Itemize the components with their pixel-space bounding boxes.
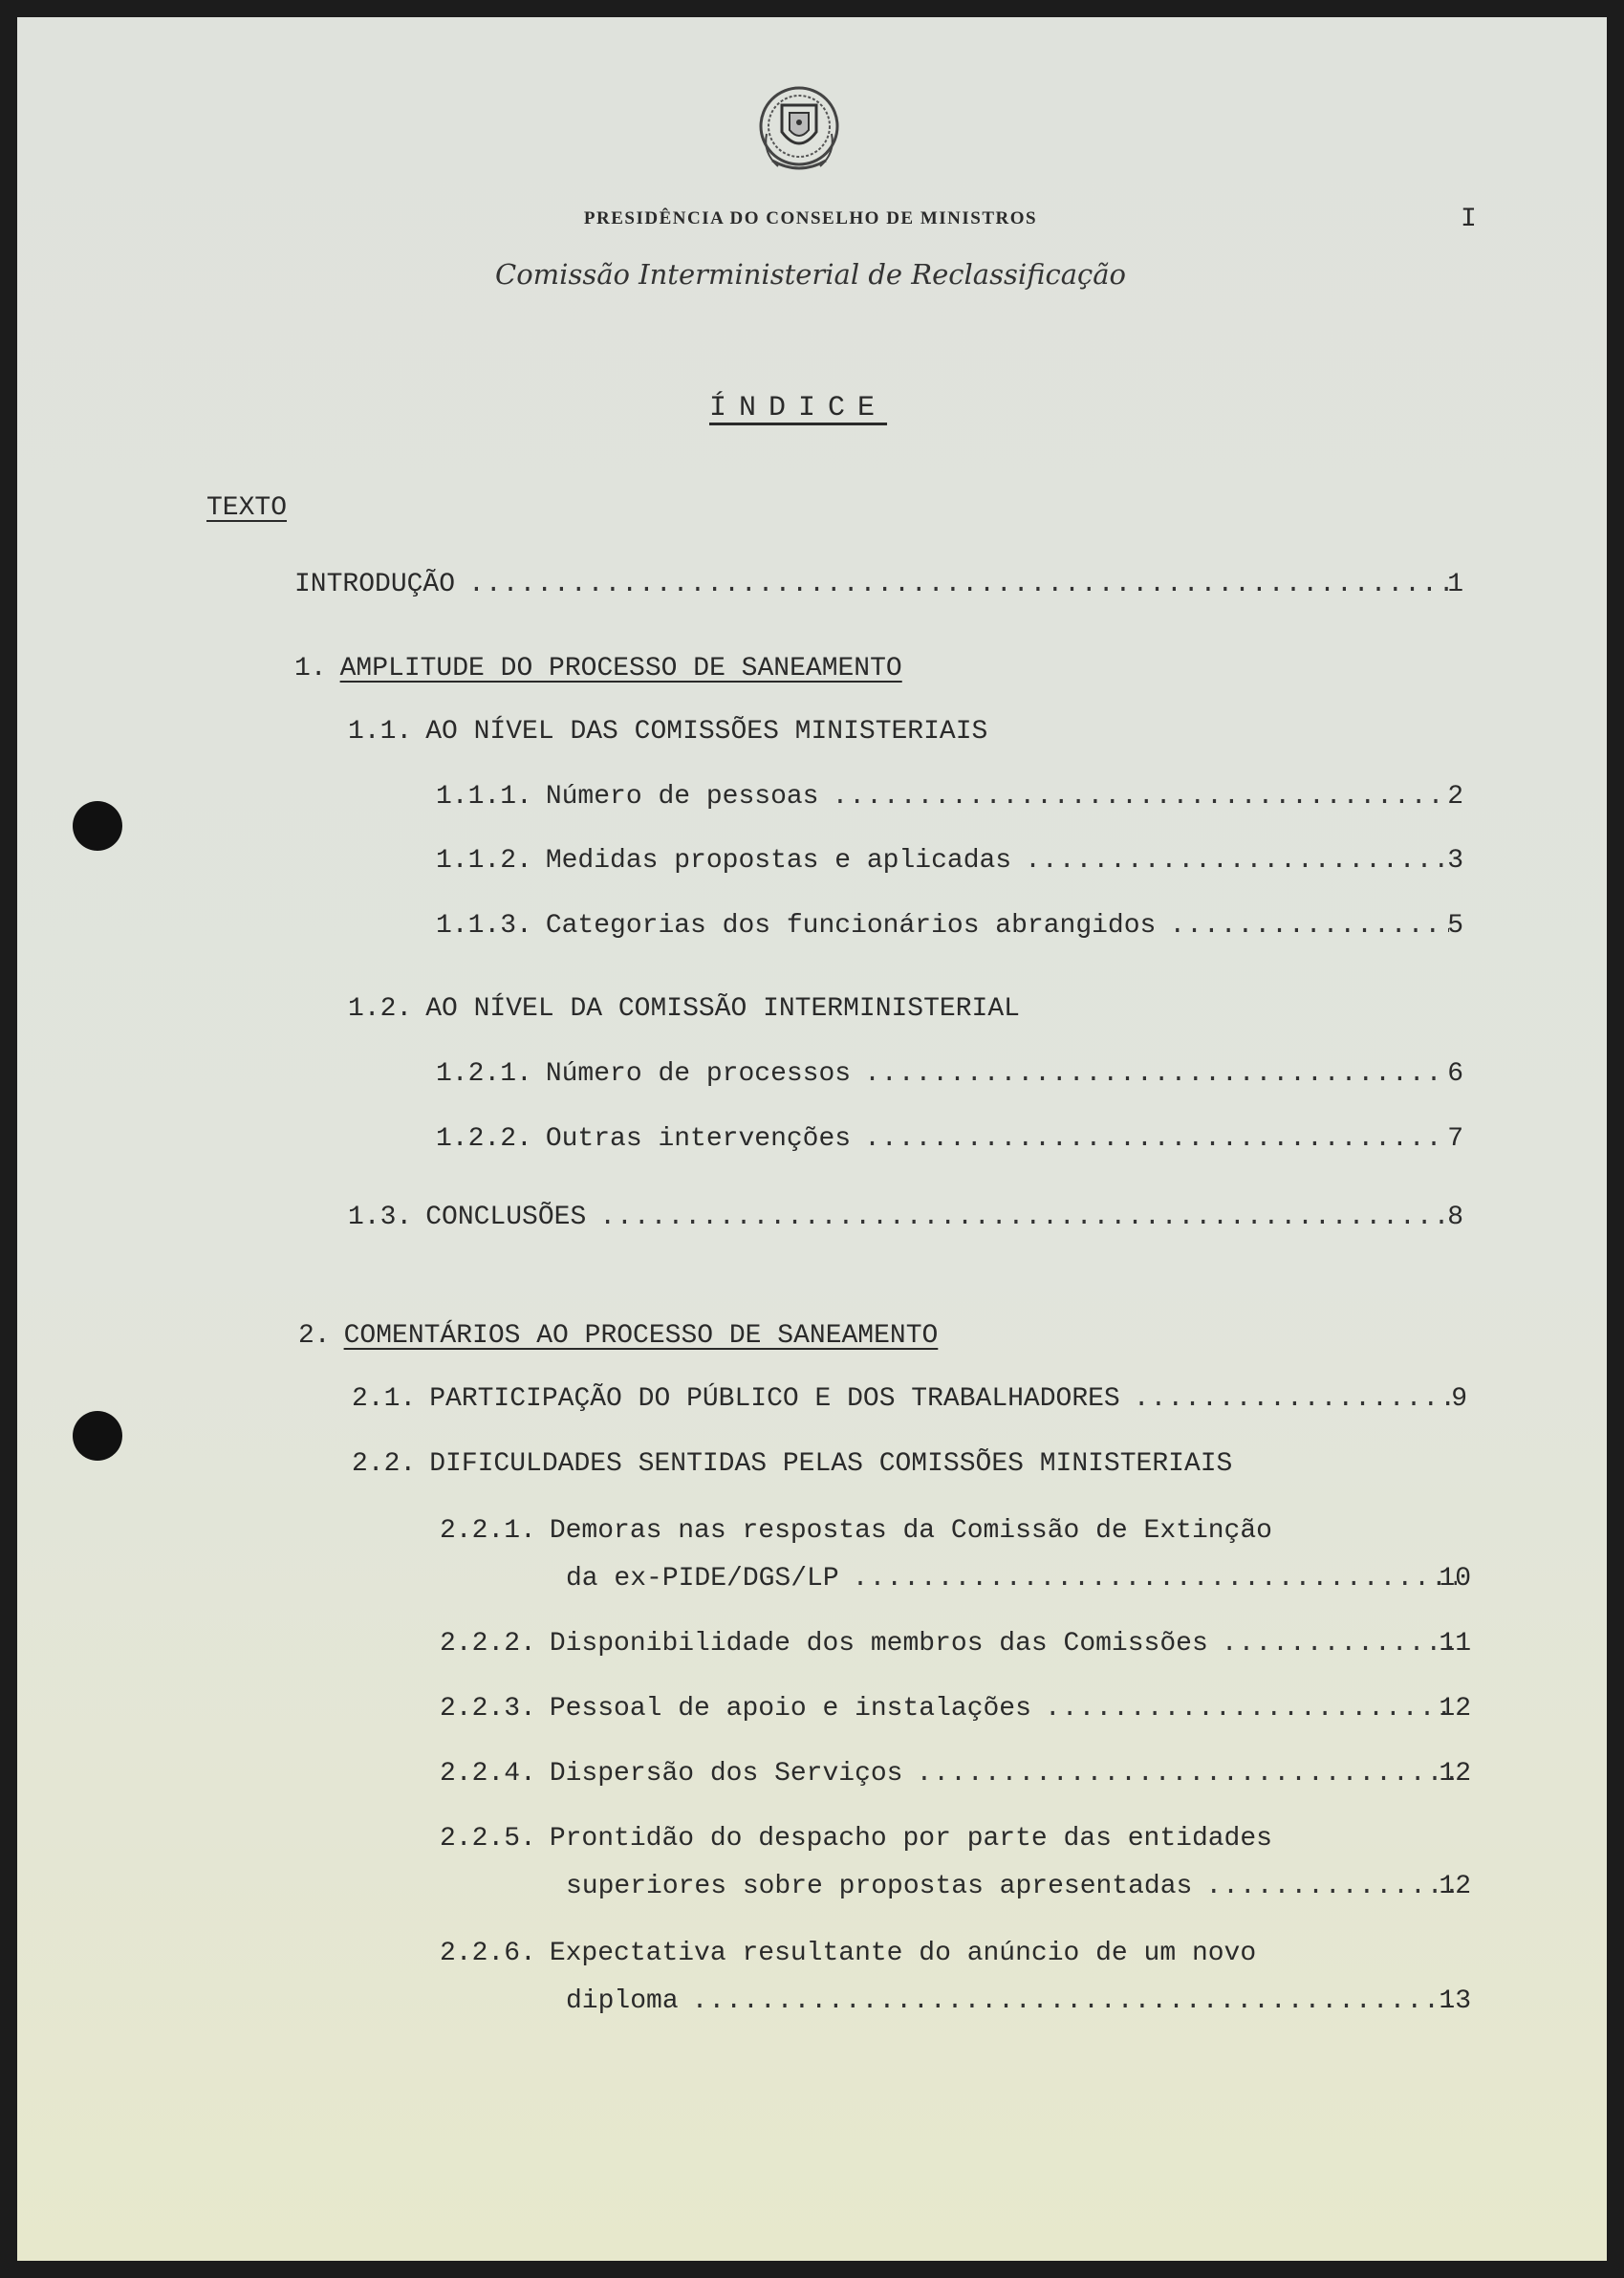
toc-entry-label: Prontidão do despacho por parte das entidades [549,1824,1272,1854]
toc-entry-number: 2.1. [352,1384,417,1414]
toc-entry [436,1059,1462,1089]
toc-entry-label: Demoras nas respostas da Comissão de Extinção [549,1516,1272,1546]
toc-entry-label-continuation: da ex-PIDE/DGS/LP [566,1564,839,1594]
institution-name: PRESIDÊNCIA DO CONSELHO DE MINISTROS [583,208,1038,228]
toc-entry-number: 2.2. [352,1449,417,1479]
toc-entry-label: CONCLUSÕES [425,1203,587,1232]
toc-entry-continuation [566,1986,1470,2016]
punch-hole [73,1411,122,1461]
toc-entry-label: DIFICULDADES SENTIDAS PELAS COMISSÕES MINISTERIAIS [429,1449,1233,1479]
toc-entry-page: 12 [1439,1694,1471,1724]
toc-entry-number: 1.2. [348,994,413,1024]
coat-of-arms-seal [753,76,845,182]
toc-heading [352,1449,1232,1479]
toc-entry-label: Disponibilidade dos membros das Comissões [549,1629,1208,1659]
toc-heading [348,994,1020,1024]
toc-entry-label: AO NÍVEL DAS COMISSÕES MINISTERIAIS [425,717,988,747]
toc-leader-dots [1134,1384,1453,1414]
toc-entry-number: 1.3. [348,1203,413,1232]
toc-entry-number: 1.2.2. [436,1124,532,1154]
toc-entry-label: Expectativa resultante do anúncio de um novo [549,1939,1257,1968]
toc-entry-page: 10 [1439,1564,1471,1594]
toc-entry-continuation [566,1872,1470,1901]
toc-entry [348,1203,1462,1232]
toc-entry-label: INTRODUÇÃO [294,570,456,599]
page-number: I [1461,205,1477,234]
toc-entry-page: 1 [1447,570,1463,599]
toc-leader-dots [1205,1872,1457,1901]
toc-entry [440,1694,1470,1724]
toc-entry-page: 6 [1447,1059,1463,1089]
toc-entry-page: 11 [1439,1629,1471,1659]
toc-leader-dots [917,1759,1458,1789]
toc-leader-dots [1222,1629,1457,1659]
toc-entry-number: 2.2.6. [440,1939,536,1968]
section-label: TEXTO [206,493,288,523]
toc-entry-page: 12 [1439,1759,1471,1789]
toc-entry [352,1384,1466,1414]
toc-entry-number: 2.2.5. [440,1824,536,1854]
toc-leader-dots [1169,911,1449,941]
toc-leader-dots [1045,1694,1457,1724]
toc-leader-dots [832,782,1449,812]
toc-heading [294,654,902,683]
toc-entry-label: AO NÍVEL DA COMISSÃO INTERMINISTERIAL [425,994,1020,1024]
toc-entry-label: Número de processos [545,1059,852,1089]
toc-entry-label: Categorias dos funcionários abrangidos [545,911,1157,941]
toc-entry [436,846,1462,876]
toc-entry-number: 1.1.2. [436,846,532,876]
toc-entry-number: 1.1. [348,717,413,747]
toc-entry-number: 2. [298,1321,331,1351]
toc-entry-number: 1.1.1. [436,782,532,812]
document-page [17,17,1607,2261]
toc-entry-number: 1.1.3. [436,911,532,941]
toc-entry [440,1824,1272,1854]
toc-entry-number: 2.2.2. [440,1629,536,1659]
toc-entry-page: 2 [1447,782,1463,812]
toc-leader-dots [692,1986,1457,2016]
toc-heading [298,1321,938,1351]
toc-entry-label: COMENTÁRIOS AO PROCESSO DE SANEAMENTO [343,1321,939,1351]
toc-entry-number: 2.2.3. [440,1694,536,1724]
toc-entry [440,1939,1256,1968]
punch-hole [73,801,122,851]
toc-entry-number: 1. [294,654,327,683]
toc-entry-label: PARTICIPAÇÃO DO PÚBLICO E DOS TRABALHADORES [429,1384,1120,1414]
toc-entry-page: 3 [1447,846,1463,876]
toc-entry-label-continuation: diploma [566,1986,679,2016]
toc-entry-label: Número de pessoas [545,782,819,812]
toc-entry [436,911,1462,941]
toc-entry-label: Dispersão dos Serviços [549,1759,903,1789]
toc-entry-number: 2.2.4. [440,1759,536,1789]
toc-leader-dots [853,1564,1457,1594]
toc-entry-number: 1.2.1. [436,1059,532,1089]
toc-leader-dots [1025,846,1449,876]
toc-entry-continuation [566,1564,1470,1594]
toc-entry-page: 13 [1439,1986,1471,2016]
toc-heading [348,717,987,747]
index-title: ÍNDICE [709,392,888,424]
toc-leader-dots [864,1059,1449,1089]
toc-leader-dots [599,1203,1449,1232]
toc-entry [436,782,1462,812]
toc-entry-page: 9 [1451,1384,1467,1414]
toc-entry-page: 5 [1447,911,1463,941]
toc-entry-page: 12 [1439,1872,1471,1901]
commission-name: Comissão Interministerial de Reclassificação [495,258,1126,291]
toc-entry-label: Outras intervenções [545,1124,852,1154]
toc-entry-page: 7 [1447,1124,1463,1154]
toc-entry-label-continuation: superiores sobre propostas apresentadas [566,1872,1193,1901]
toc-entry-number: 2.2.1. [440,1516,536,1546]
toc-entry-label: Pessoal de apoio e instalações [549,1694,1031,1724]
toc-entry-page: 8 [1447,1203,1463,1232]
toc-entry-label: AMPLITUDE DO PROCESSO DE SANEAMENTO [339,654,902,683]
toc-entry [440,1759,1470,1789]
toc-leader-dots [468,570,1449,599]
toc-entry [440,1516,1272,1546]
toc-entry [294,570,1462,599]
toc-entry [436,1124,1462,1154]
toc-leader-dots [864,1124,1449,1154]
toc-entry [440,1629,1470,1659]
toc-entry-label: Medidas propostas e aplicadas [545,846,1012,876]
